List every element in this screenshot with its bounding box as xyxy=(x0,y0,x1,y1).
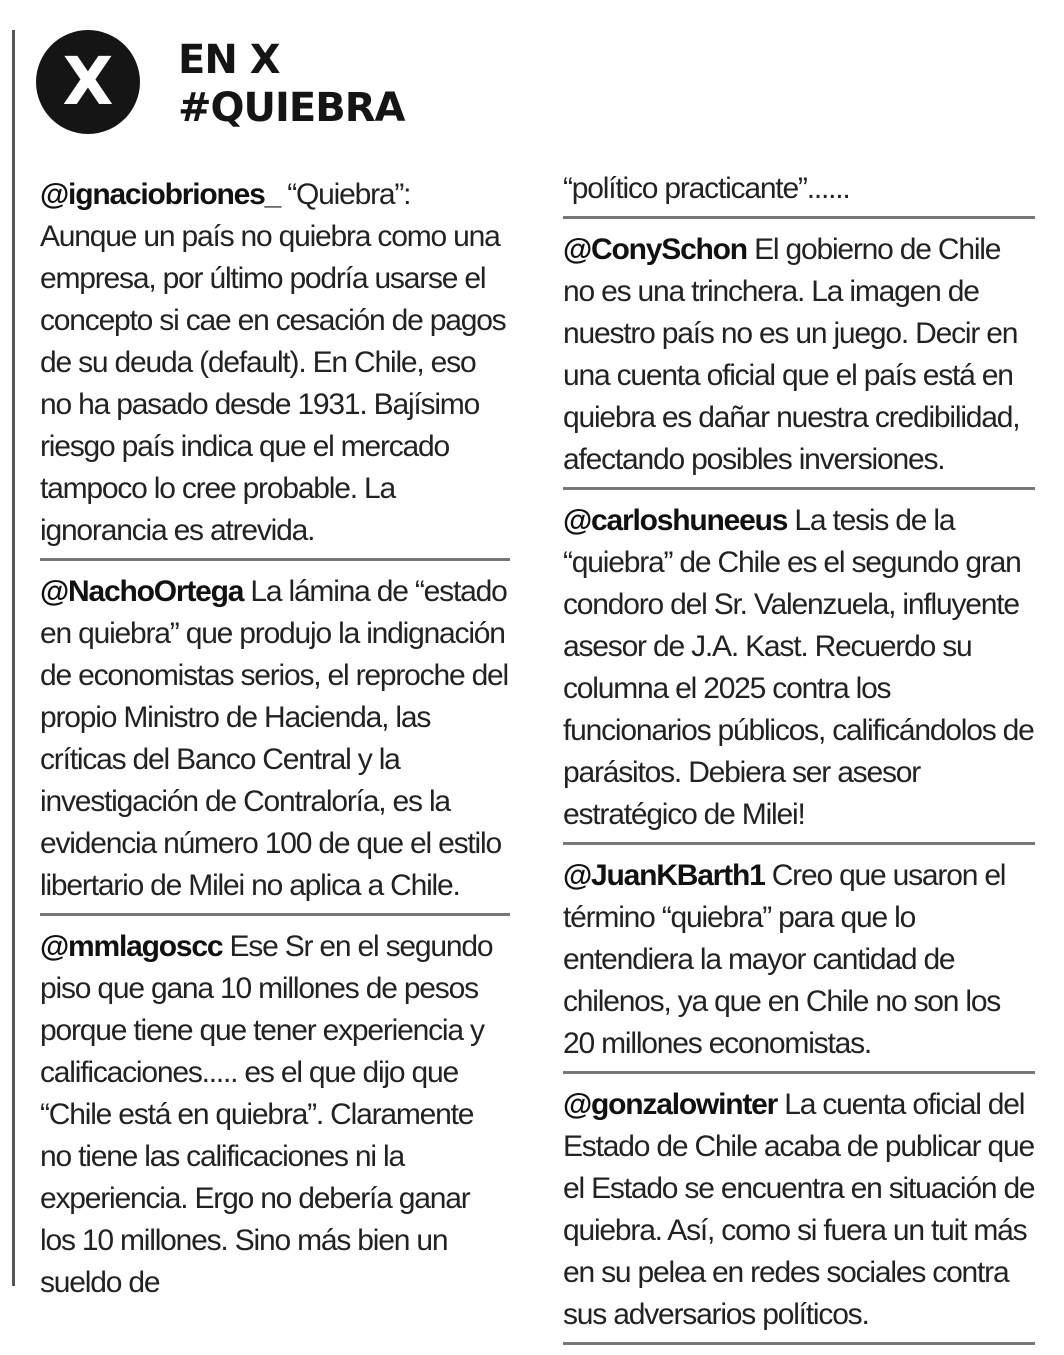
post-mmlagoscc xyxy=(40,926,510,1304)
post-carloshuneeus xyxy=(563,500,1035,836)
continued-text: “político practicante”...... xyxy=(563,172,850,205)
divider xyxy=(40,558,510,561)
post-conyschon xyxy=(563,229,1035,481)
right-column xyxy=(563,168,1035,1355)
post-gonzalowinter xyxy=(563,1084,1035,1336)
post-handle[interactable]: @NachoOrtega xyxy=(40,575,244,608)
post-handle[interactable]: @ignaciobriones_ xyxy=(40,178,281,211)
post-text: La lámina de “estado en quiebra” que produjo la indignación de economistas serios, el reproche del propio Ministro de Hacienda, las críticas del Banco Central y la investigación de Contraloría, es la evidencia número 100 de que el estilo libertario de Milei no aplica a Chile. xyxy=(40,575,509,902)
left-column xyxy=(40,174,510,1304)
divider xyxy=(563,1071,1035,1074)
divider xyxy=(563,216,1035,219)
divider xyxy=(563,487,1035,490)
post-handle[interactable]: @ConySchon xyxy=(563,233,747,266)
post-text: Ese Sr en el segundo piso que gana 10 millones de pesos porque tiene que tener experiencia y calificaciones..... es el que dijo que “Chile está en quiebra”. Claramente no tiene las calificaciones ni la experiencia. Ergo no debería ganar los 10 millones. Sino más bien un sueldo de xyxy=(40,930,493,1299)
post-handle[interactable]: @JuanKBarth1 xyxy=(563,859,765,892)
divider xyxy=(40,913,510,916)
post-handle[interactable]: @gonzalowinter xyxy=(563,1088,778,1121)
post-text: La tesis de la “quiebra” de Chile es el segundo gran condoro del Sr. Valenzuela, influyente asesor de J.A. Kast. Recuerdo su columna el 2025 contra los funcionarios públicos, calificándolos de parásitos. Debiera ser asesor estratégico de Milei! xyxy=(563,504,1034,831)
post-handle[interactable]: @mmlagoscc xyxy=(40,930,223,963)
post-text: La cuenta oficial del Estado de Chile acaba de publicar que el Estado se encuentra en situación de quiebra. Así, como si fuera un tuit más en su pelea en redes sociales contra sus adversarios políticos. xyxy=(563,1088,1035,1331)
post-nachoortega xyxy=(40,571,510,907)
post-text: El gobierno de Chile no es una trinchera. La imagen de nuestro país no es un juego. Decir en una cuenta oficial que el país está en quiebra es dañar nuestra credibilidad, afectando posibles inversiones. xyxy=(563,233,1020,476)
page-title xyxy=(178,36,404,132)
divider xyxy=(563,1342,1035,1345)
column-rule xyxy=(12,30,15,1286)
x-logo-icon: X xyxy=(36,30,140,134)
post-juankbarth1 xyxy=(563,855,1035,1065)
post-text: “Quiebra”: Aunque un país no quiebra como una empresa, por último podría usarse el concepto si cae en cesación de pagos de su deuda (default). En Chile, eso no ha pasado desde 1931. Bajísimo riesgo país indica que el mercado tampoco lo cree probable. La ignorancia es atrevida. xyxy=(40,178,506,547)
post-text: Creo que usaron el término “quiebra” para que lo entendiera la mayor cantidad de chilenos, ya que en Chile no son los 20 millones economistas. xyxy=(563,859,1006,1060)
divider xyxy=(563,842,1035,845)
title-line-2: #QUIEBRA xyxy=(178,85,405,131)
title-line-1: EN X xyxy=(178,37,280,83)
post-handle[interactable]: @carloshuneeus xyxy=(563,504,788,537)
post-ignaciobriones xyxy=(40,174,510,552)
